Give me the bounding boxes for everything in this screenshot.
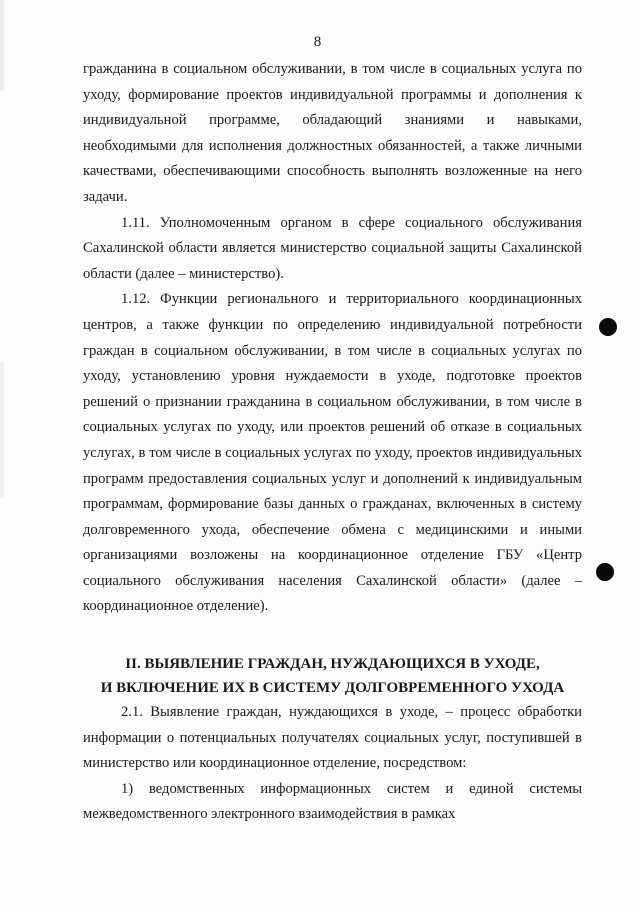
scan-edge-marks [0, 0, 4, 905]
paragraph-1-12: 1.12. Функции регионального и территориального координационных центров, а также функции по определению индивидуальной потребности граждан в социальном обслуживании, в том числе в социальных услугах по уходу, установлению уровня нуждаемости в уходе, подготовке проектов решений о признании гражданина в социальном обслуживании, в том числе в социальных услугах по уходу, или проектов решений об отказе в социальных услугах, в том числе в социальных услугах по уходу, проектов индивидуальных программ предоставления социальных услуг и дополнений к индивидуальным программам, формирование базы данных о гражданах, включенных в систему долговременного ухода, обеспечение обмена с медицинскими и иными организациями возложены на координационное отделение ГБУ «Центр социального обслуживания населения Сахалинской области» (далее – координационное отделение). [83, 291, 582, 615]
paragraph-2-1: 2.1. Выявление граждан, нуждающихся в уходе, – процесс обработки информации о потенциальных получателях социальных услуг, поступившей в министерство или координационное отделение, посредством: [83, 704, 582, 772]
document-body [83, 57, 582, 828]
punch-hole [599, 318, 617, 336]
page-number: 8 [313, 34, 322, 50]
paragraph-1-11: 1.11. Уполномоченным органом в сфере социального обслуживания Сахалинской области является министерство социальной защиты Сахалинской области (далее – министерство). [83, 214, 582, 282]
paragraph-list-item-1: 1) ведомственных информационных систем и единой системы межведомственного электронного взаимодействия в рамках [83, 780, 582, 823]
section-heading-line-2: И ВКЛЮЧЕНИЕ ИХ В СИСТЕМУ ДОЛГОВРЕМЕННОГО УХОДА [100, 680, 565, 697]
section-heading-line-1: II. ВЫЯВЛЕНИЕ ГРАЖДАН, НУЖДАЮЩИХСЯ В УХОДЕ, [125, 656, 540, 673]
punch-hole [596, 563, 614, 581]
paragraph-continuation: гражданина в социальном обслуживании, в том числе в социальных услуга по уходу, формирование проектов индивидуальной программы и дополнения к индивидуальной программе, обладающий знаниями и навыками, необходимыми для исполнения должностных обязанностей, а также личными качествами, обеспечивающими способность выполнять возложенные на него задачи. [83, 61, 582, 205]
section-heading [83, 652, 582, 700]
